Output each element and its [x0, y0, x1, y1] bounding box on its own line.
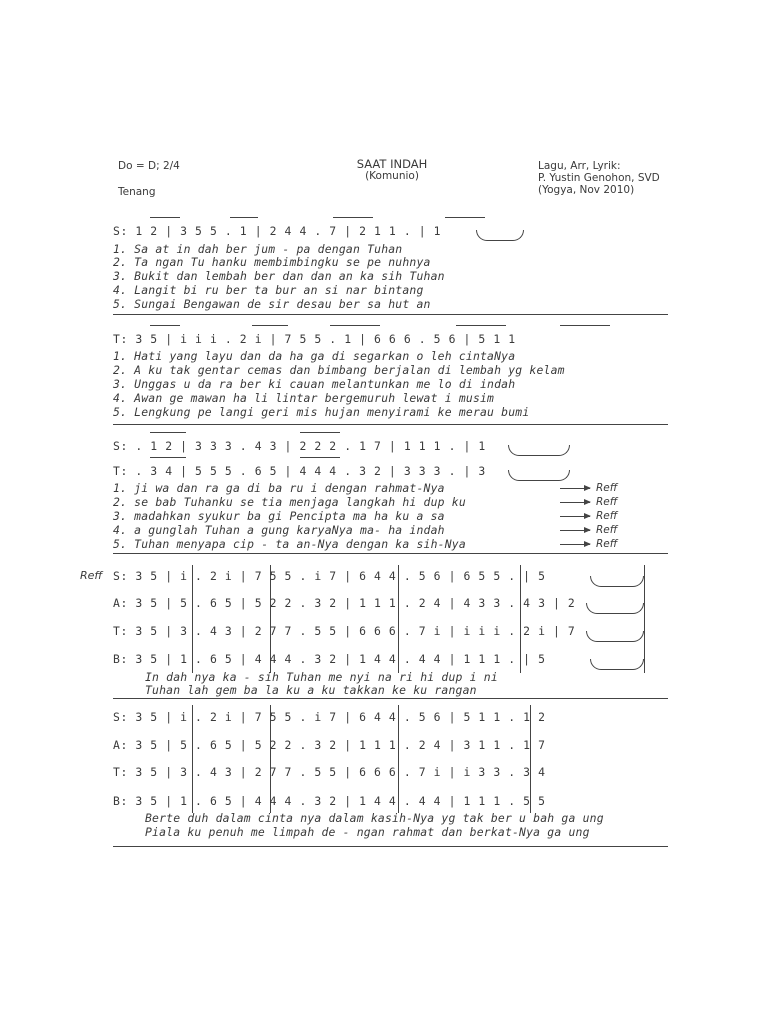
- system-divider: [113, 698, 668, 699]
- beam: [150, 325, 180, 326]
- arrow-icon: [560, 502, 590, 503]
- system4-soprano: S: 3 5 | i . 2 i | 7 5 5 . i 7 | 6 4 4 . 5 6 | 6 5 5 . | 5: [113, 569, 546, 583]
- beam: [330, 325, 380, 326]
- tempo-marking: Tenang: [118, 186, 156, 198]
- system5-lyric-2: Piala ku penuh me limpah de - ngan rahmat dan berkat-Nya ga ung: [145, 825, 590, 839]
- system-divider: [113, 314, 668, 315]
- beam: [456, 325, 506, 326]
- system4-lyric-2: Tuhan lah gem ba la ku a ku takkan ke ku rangan: [145, 683, 477, 697]
- tie: [590, 659, 644, 670]
- beam: [560, 325, 610, 326]
- barline: [644, 565, 645, 673]
- system1-lyric-4: 4. Langit bi ru ber ta bur an si nar bintang: [113, 283, 424, 297]
- arrow-icon: [560, 488, 590, 489]
- tie: [590, 576, 644, 587]
- system-divider: [113, 553, 668, 554]
- reff-label: Reff: [596, 510, 618, 522]
- system4-alto: A: 3 5 | 5 . 6 5 | 5 2 2 . 3 2 | 1 1 1 . 2 4 | 4 3 3 . 4 3 | 2: [113, 596, 576, 610]
- system3-tenor-notes: T: . 3 4 | 5 5 5 . 6 5 | 4 4 4 . 3 2 | 3 3 3 . | 3: [113, 464, 486, 478]
- song-subtitle: (Komunio): [365, 170, 419, 182]
- system2-lyric-3: 3. Unggas u da ra ber ki cauan melantunkan me lo di indah: [113, 377, 516, 391]
- system4-bass: B: 3 5 | 1 . 6 5 | 4 4 4 . 3 2 | 1 4 4 . 4 4 | 1 1 1 . | 5: [113, 652, 546, 666]
- credits-line-3: (Yogya, Nov 2010): [538, 184, 635, 196]
- beam: [150, 217, 180, 218]
- arrow-icon: [560, 544, 590, 545]
- credits: [538, 160, 660, 196]
- system-divider: [113, 424, 668, 425]
- system1-lyric-1: 1. Sa at in dah ber jum - pa dengan Tuhan: [113, 242, 403, 256]
- system3-lyric-5: 5. Tuhan menyapa cip - ta an-Nya dengan ka sih-Nya: [113, 537, 466, 551]
- tie: [586, 603, 644, 614]
- system2-lyric-1: 1. Hati yang layu dan da ha ga di segarkan o leh cintaNya: [113, 349, 516, 363]
- tie: [586, 631, 644, 642]
- key-signature: Do = D; 2/4: [118, 160, 180, 172]
- song-title: SAAT INDAH: [356, 157, 428, 171]
- system2-lyric-2: 2. A ku tak gentar cemas dan bimbang berjalan di lembah yg kelam: [113, 363, 565, 377]
- system4-lyric-1: In dah nya ka - sih Tuhan me nyi na ri hi dup i ni: [145, 670, 498, 684]
- system5-lyric-1: Berte duh dalam cinta nya dalam kasih-Nya yg tak ber u bah ga ung: [145, 811, 604, 825]
- system2-lyric-5: 5. Lengkung pe langi geri mis hujan menyirami ke merau bumi: [113, 405, 530, 419]
- beam: [445, 217, 485, 218]
- system3-lyric-3: 3. madahkan syukur ba gi Pencipta ma ha ku a sa: [113, 509, 445, 523]
- system4-tenor: T: 3 5 | 3 . 4 3 | 2 7 7 . 5 5 | 6 6 6 . 7 i | i i i . 2 i | 7: [113, 624, 576, 638]
- system1-lyric-5: 5. Sungai Bengawan de sir desau ber sa hut an: [113, 297, 431, 311]
- beam: [230, 217, 258, 218]
- beam: [300, 457, 340, 458]
- tie: [476, 230, 524, 241]
- arrow-icon: [560, 530, 590, 531]
- system2-notes: T: 3 5 | i i i . 2 i | 7 5 5 . 1 | 6 6 6 . 5 6 | 5 1 1: [113, 332, 516, 346]
- credits-line-1: Lagu, Arr, Lyrik:: [538, 160, 621, 172]
- system-divider: [113, 846, 668, 847]
- beam: [300, 432, 340, 433]
- beam: [150, 457, 186, 458]
- system1-notes: S: 1 2 | 3 5 5 . 1 | 2 4 4 . 7 | 2 1 1 . | 1: [113, 224, 442, 238]
- system5-tenor: T: 3 5 | 3 . 4 3 | 2 7 7 . 5 5 | 6 6 6 . 7 i | i 3 3 . 3 4: [113, 765, 546, 779]
- arrow-icon: [560, 516, 590, 517]
- system3-lyric-4: 4. a gunglah Tuhan a gung karyaNya ma- ha indah: [113, 523, 445, 537]
- beam: [252, 325, 288, 326]
- system3-lyric-1: 1. ji wa dan ra ga di ba ru i dengan rahmat-Nya: [113, 481, 445, 495]
- reff-label: Reff: [596, 524, 618, 536]
- system1-lyric-3: 3. Bukit dan lembah ber dan dan an ka sih Tuhan: [113, 269, 445, 283]
- system3-soprano-notes: S: . 1 2 | 3 3 3 . 4 3 | 2 2 2 . 1 7 | 1 1 1 . | 1: [113, 439, 486, 453]
- system2-lyric-4: 4. Awan ge mawan ha li lintar bergemuruh lewat i musim: [113, 391, 495, 405]
- song-title-block: [332, 158, 452, 182]
- tie: [508, 445, 570, 456]
- system5-alto: A: 3 5 | 5 . 6 5 | 5 2 2 . 3 2 | 1 1 1 . 2 4 | 3 1 1 . 1 7: [113, 738, 546, 752]
- reff-label: Reff: [596, 496, 618, 508]
- beam: [333, 217, 373, 218]
- reff-label: Reff: [596, 482, 618, 494]
- beam: [150, 432, 186, 433]
- tie: [508, 470, 570, 481]
- reff-label: Reff: [596, 538, 618, 550]
- reff-section-label: Reff: [80, 569, 103, 582]
- system5-soprano: S: 3 5 | i . 2 i | 7 5 5 . i 7 | 6 4 4 . 5 6 | 5 1 1 . 1 2: [113, 710, 546, 724]
- system3-lyric-2: 2. se bab Tuhanku se tia menjaga langkah hi dup ku: [113, 495, 466, 509]
- system1-lyric-2: 2. Ta ngan Tu hanku membimbingku se pe nuhnya: [113, 255, 431, 269]
- credits-line-2: P. Yustin Genohon, SVD: [538, 172, 660, 184]
- system5-bass: B: 3 5 | 1 . 6 5 | 4 4 4 . 3 2 | 1 4 4 . 4 4 | 1 1 1 . 5 5: [113, 794, 546, 808]
